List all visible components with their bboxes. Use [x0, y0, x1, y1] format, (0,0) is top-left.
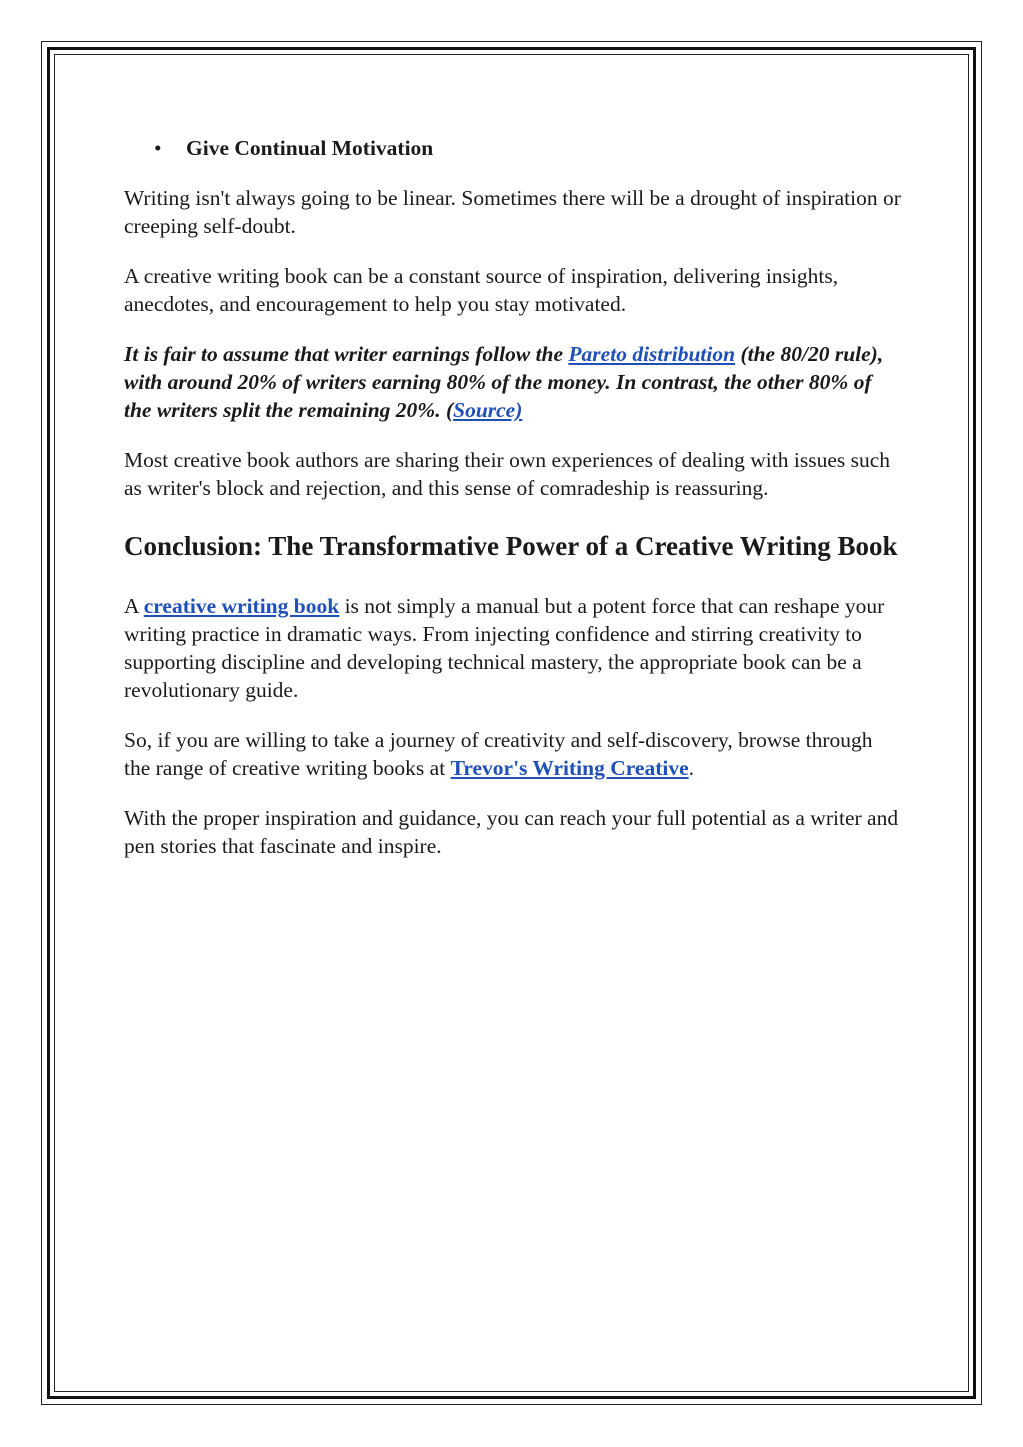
quote-text-start: It is fair to assume that writer earnings follow the	[124, 342, 569, 366]
paragraph-source-of-inspiration: A creative writing book can be a constant source of inspiration, delivering insights, anecdotes, and encouragement to help you stay motivated.	[124, 264, 839, 316]
quote-text-middle: (the 80/20 rule), with around 20% of writers earning 80% of the money. In contrast, the other 80% of the writers split the remaining 20%. (	[124, 342, 884, 422]
bullet-list-item	[124, 134, 904, 162]
paragraph-conclusion-browse	[124, 726, 904, 782]
conclusion-p1-end: is not simply a manual but a potent force that can reshape your writing practice in dramatic ways. From injecting confidence and stirring creativity to supporting discipline and developing technical mastery, the appropriate book can be a revolutionary guide.	[124, 594, 885, 702]
source-link[interactable]: Source)	[453, 398, 523, 422]
conclusion-heading: Conclusion: The Transformative Power of a Creative Writing Book	[124, 531, 898, 561]
paragraph-conclusion-potential: With the proper inspiration and guidance, you can reach your full potential as a writer and pen stories that fascinate and inspire.	[124, 806, 899, 858]
pareto-distribution-link[interactable]: Pareto distribution	[568, 342, 736, 366]
bullet-label: Give Continual Motivation	[186, 136, 434, 160]
bullet-icon: •	[154, 136, 162, 160]
creative-writing-book-link[interactable]: creative writing book	[143, 594, 340, 618]
trevors-writing-creative-link[interactable]: Trevor's Writing Creative	[450, 756, 689, 780]
document-body	[124, 134, 904, 882]
paragraph-pareto-quote	[124, 340, 904, 424]
paragraph-comradeship: Most creative book authors are sharing their own experiences of dealing with issues such as writer's block and rejection, and this sense of comradeship is reassuring.	[124, 448, 891, 500]
conclusion-p2-end: .	[688, 756, 695, 780]
paragraph-linear-writing: Writing isn't always going to be linear. Sometimes there will be a drought of inspiration or creeping self-doubt.	[124, 186, 901, 238]
conclusion-p2-start: So, if you are willing to take a journey of creativity and self-discovery, browse through the range of creative writing books at	[124, 728, 873, 780]
paragraph-conclusion-manual	[124, 592, 904, 704]
conclusion-p1-start: A	[124, 594, 144, 618]
